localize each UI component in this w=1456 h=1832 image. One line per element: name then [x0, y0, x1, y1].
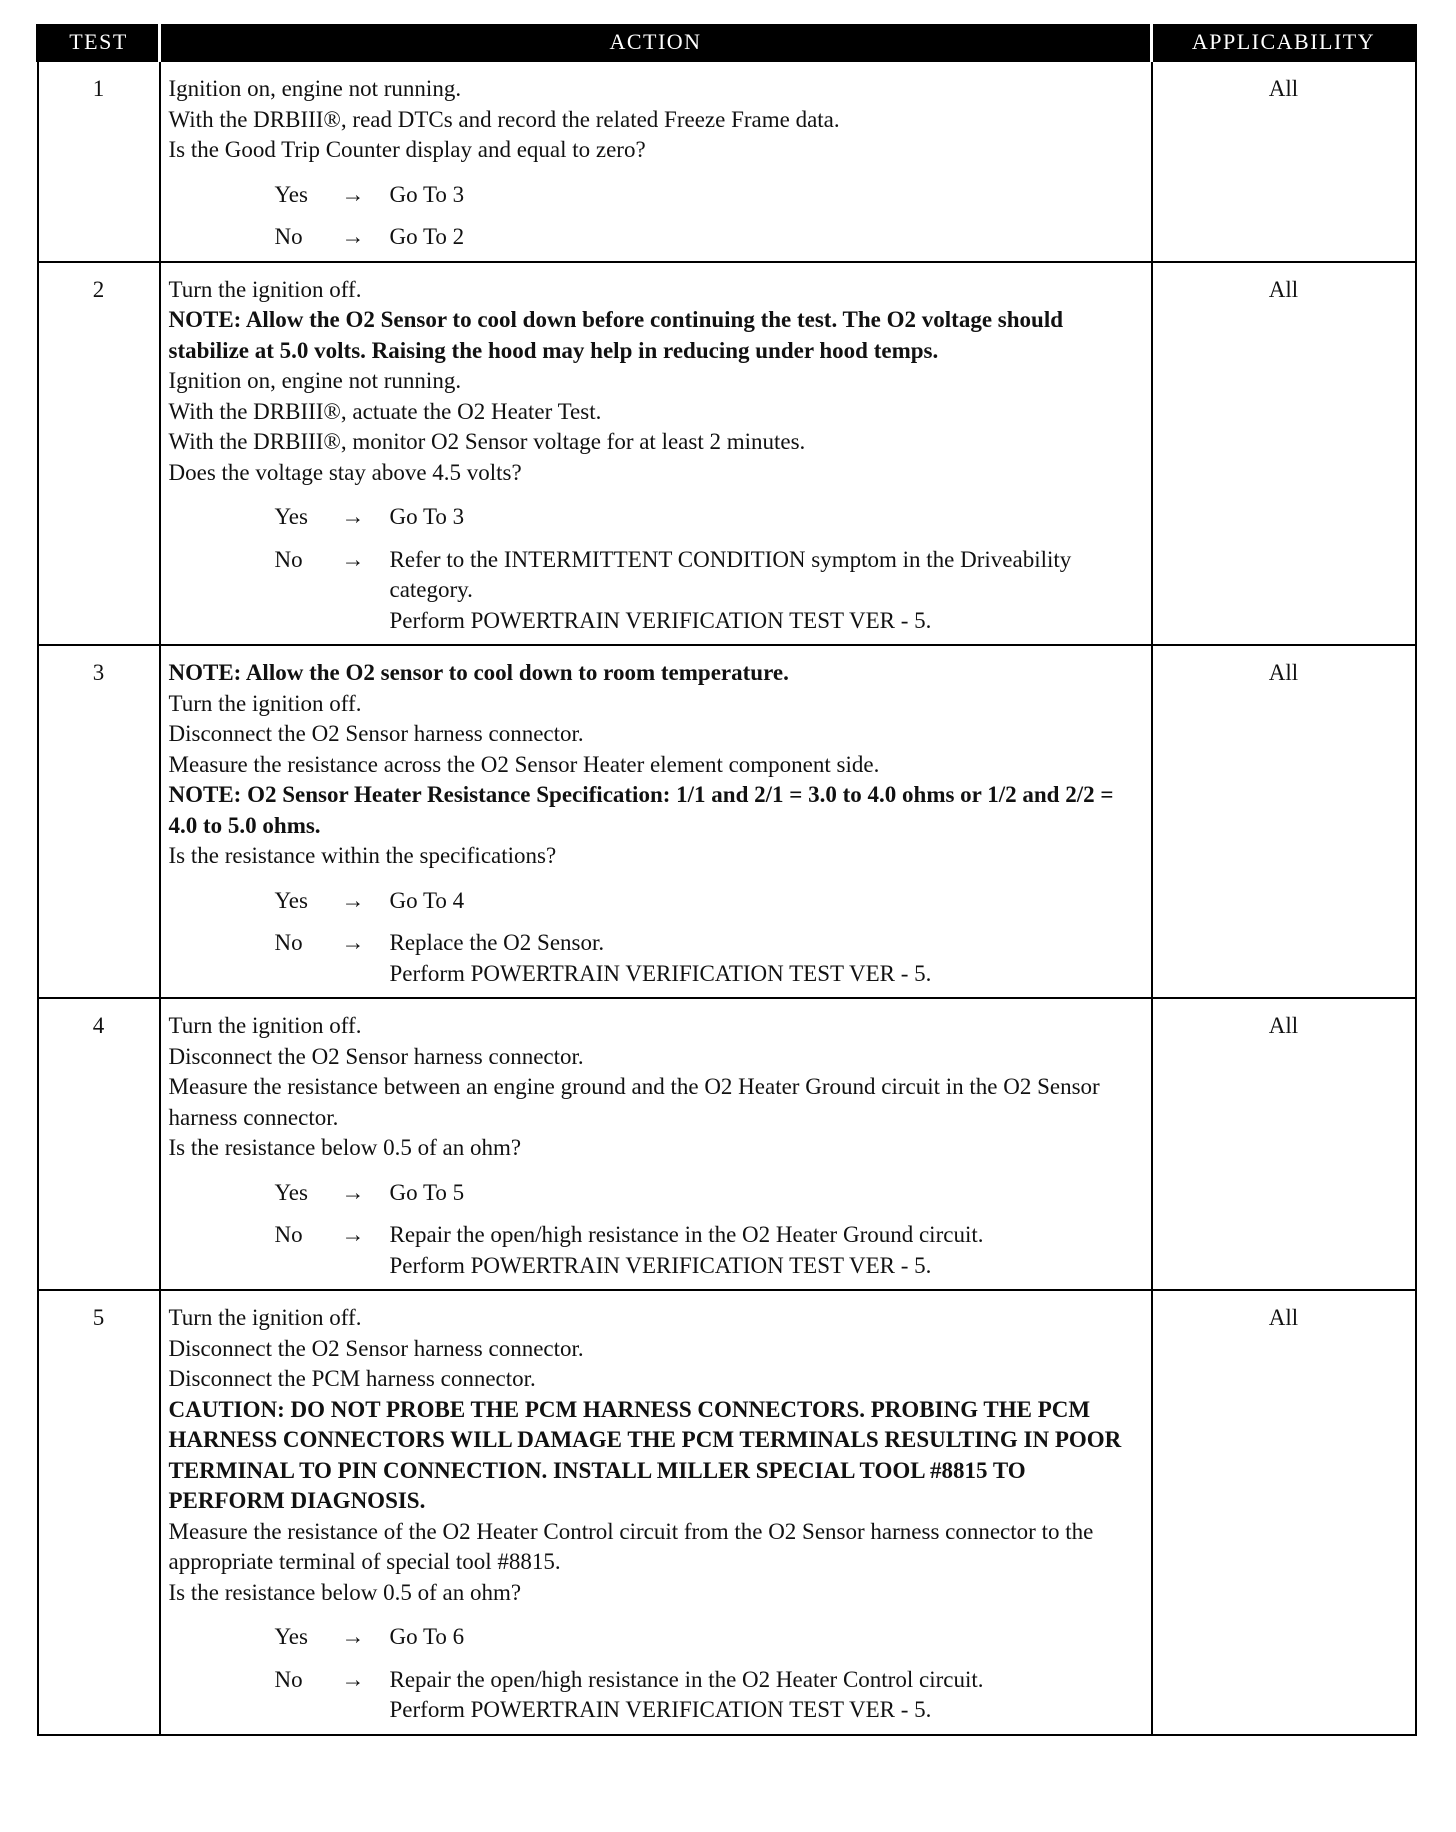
note-text: NOTE: Allow the O2 Sensor to cool down before continuing the test. The O2 voltage should stabilize at 5.0 volts. Raising the hood may help in reducing under hood temps.	[168, 307, 1064, 363]
result-text: Perform POWERTRAIN VERIFICATION TEST VER - 5.	[389, 960, 932, 986]
result-text: Perform POWERTRAIN VERIFICATION TEST VER - 5.	[389, 607, 932, 633]
table-row	[38, 1290, 1416, 1735]
answer-no	[169, 1665, 1143, 1726]
test-number: 1	[38, 61, 160, 262]
instruction-text: Is the resistance within the specifications?	[168, 843, 557, 868]
applicability-cell: All	[1152, 645, 1416, 998]
instruction-text: Is the Good Trip Counter display and equal to zero?	[168, 137, 646, 162]
result-text: Refer to the INTERMITTENT CONDITION symptom in the Driveability category.	[389, 546, 1072, 602]
note-text: CAUTION: DO NOT PROBE THE PCM HARNESS CONNECTORS. PROBING THE PCM HARNESS CONNECTORS WILL DAMAGE THE PCM TERMINALS RESULTING IN POOR TERMINAL TO PIN CONNECTION. INSTALL MILLER SPECIAL TOOL #8815 TO PERFORM DIAGNOSIS.	[168, 1396, 1122, 1513]
answer-no-label: No	[274, 224, 303, 249]
answer-no-result	[390, 545, 1143, 637]
table-row	[38, 262, 1416, 646]
instruction-text: With the DRBIII®, actuate the O2 Heater Test.	[168, 398, 602, 424]
answer-yes-label: Yes	[274, 887, 308, 913]
answer-no-label: No	[274, 1666, 303, 1692]
action-cell	[160, 262, 1152, 646]
answer-yes-label: Yes	[274, 181, 308, 207]
right-arrow-icon: →	[341, 224, 365, 249]
result-text: Repair the open/high resistance in the O2 Heater Control circuit.	[389, 1666, 984, 1692]
answer-yes-result	[390, 180, 1143, 211]
answer-no-label: No	[274, 930, 303, 955]
result-text: Go To 3	[389, 181, 465, 207]
instruction-text: Ignition on, engine not running.	[168, 368, 462, 393]
header-action: ACTION	[160, 24, 1152, 61]
answer-yes-label: Yes	[274, 504, 308, 529]
result-text: Go To 2	[389, 224, 465, 249]
applicability-cell: All	[1152, 998, 1416, 1290]
result-text: Perform POWERTRAIN VERIFICATION TEST VER - 5.	[389, 1697, 932, 1722]
answer-yes-result	[390, 886, 1143, 917]
applicability-cell: All	[1152, 61, 1416, 262]
instruction-text: Measure the resistance between an engine ground and the O2 Heater Ground circuit in the O2 Sensor harness connector.	[168, 1074, 1100, 1130]
result-text: Repair the open/high resistance in the O2 Heater Ground circuit.	[389, 1222, 984, 1247]
answer-yes	[169, 886, 1143, 917]
right-arrow-icon: →	[341, 1179, 365, 1205]
answer-no	[169, 1220, 1143, 1281]
action-cell	[160, 998, 1152, 1290]
answer-yes	[169, 180, 1143, 211]
answer-no	[169, 928, 1143, 989]
instruction-text: Measure the resistance across the O2 Sensor Heater element component side.	[168, 751, 880, 777]
answer-no-label: No	[274, 546, 303, 572]
answer-no-result	[390, 928, 1143, 989]
right-arrow-icon: →	[341, 546, 365, 572]
instruction-text: Disconnect the O2 Sensor harness connector.	[168, 721, 584, 746]
test-number: 4	[38, 998, 160, 1290]
answer-yes-label: Yes	[274, 1179, 308, 1205]
answer-yes	[169, 502, 1143, 533]
table-header	[38, 24, 1416, 61]
instruction-text: Turn the ignition off.	[168, 1013, 362, 1038]
answer-yes-result	[390, 502, 1143, 533]
test-number: 5	[38, 1290, 160, 1735]
right-arrow-icon: →	[341, 504, 365, 529]
right-arrow-icon: →	[341, 887, 365, 913]
answer-no	[169, 545, 1143, 637]
right-arrow-icon: →	[341, 1666, 365, 1692]
instruction-text: Does the voltage stay above 4.5 volts?	[168, 459, 522, 485]
right-arrow-icon: →	[341, 1624, 365, 1649]
result-text: Perform POWERTRAIN VERIFICATION TEST VER - 5.	[389, 1252, 932, 1278]
instruction-text: Turn the ignition off.	[168, 1305, 362, 1330]
instruction-text: Is the resistance below 0.5 of an ohm?	[168, 1579, 522, 1605]
header-applicability: APPLICABILITY	[1152, 24, 1416, 61]
right-arrow-icon: →	[341, 181, 365, 207]
answer-yes	[169, 1622, 1143, 1653]
instruction-text: Disconnect the PCM harness connector.	[168, 1366, 536, 1391]
instruction-text: Turn the ignition off.	[168, 690, 362, 716]
action-cell	[160, 645, 1152, 998]
instruction-text: Turn the ignition off.	[168, 276, 362, 302]
instruction-text: With the DRBIII®, read DTCs and record the related Freeze Frame data.	[168, 106, 840, 132]
table-row	[38, 645, 1416, 998]
answer-no-result	[390, 1665, 1143, 1726]
right-arrow-icon: →	[341, 930, 365, 955]
result-text: Go To 4	[389, 887, 465, 913]
answer-yes-label: Yes	[274, 1624, 308, 1649]
answer-yes-result	[390, 1178, 1143, 1209]
table-row	[38, 61, 1416, 262]
result-text: Go To 6	[389, 1624, 465, 1649]
instruction-text: Is the resistance below 0.5 of an ohm?	[168, 1135, 522, 1160]
instruction-text: Disconnect the O2 Sensor harness connector.	[168, 1043, 584, 1069]
instruction-text: Measure the resistance of the O2 Heater Control circuit from the O2 Sensor harness connector to the appropriate terminal of special tool #8815.	[168, 1518, 1094, 1574]
result-text: Go To 5	[389, 1179, 465, 1205]
right-arrow-icon: →	[341, 1222, 365, 1247]
answer-no-label: No	[274, 1222, 303, 1247]
action-cell	[160, 1290, 1152, 1735]
answer-no	[169, 222, 1143, 253]
header-test: TEST	[38, 24, 160, 61]
instruction-text: With the DRBIII®, monitor O2 Sensor voltage for at least 2 minutes.	[168, 429, 806, 454]
result-text: Go To 3	[389, 504, 465, 529]
instruction-text: Ignition on, engine not running.	[168, 76, 462, 101]
answer-yes-result	[390, 1622, 1143, 1653]
answer-yes	[169, 1178, 1143, 1209]
table-body	[38, 61, 1416, 1735]
note-text: NOTE: O2 Sensor Heater Resistance Specification: 1/1 and 2/1 = 3.0 to 4.0 ohms or 1/2 and 2/2 = 4.0 to 5.0 ohms.	[168, 782, 1114, 838]
result-text: Replace the O2 Sensor.	[389, 930, 605, 955]
answer-no-result	[390, 1220, 1143, 1281]
applicability-cell: All	[1152, 262, 1416, 646]
instruction-text: Disconnect the O2 Sensor harness connector.	[168, 1335, 584, 1361]
diagnostic-test-table	[36, 24, 1417, 1736]
test-number: 2	[38, 262, 160, 646]
note-text: NOTE: Allow the O2 sensor to cool down to room temperature.	[168, 660, 789, 685]
applicability-cell: All	[1152, 1290, 1416, 1735]
test-number: 3	[38, 645, 160, 998]
action-cell	[160, 61, 1152, 262]
table-row	[38, 998, 1416, 1290]
answer-no-result	[390, 222, 1143, 253]
